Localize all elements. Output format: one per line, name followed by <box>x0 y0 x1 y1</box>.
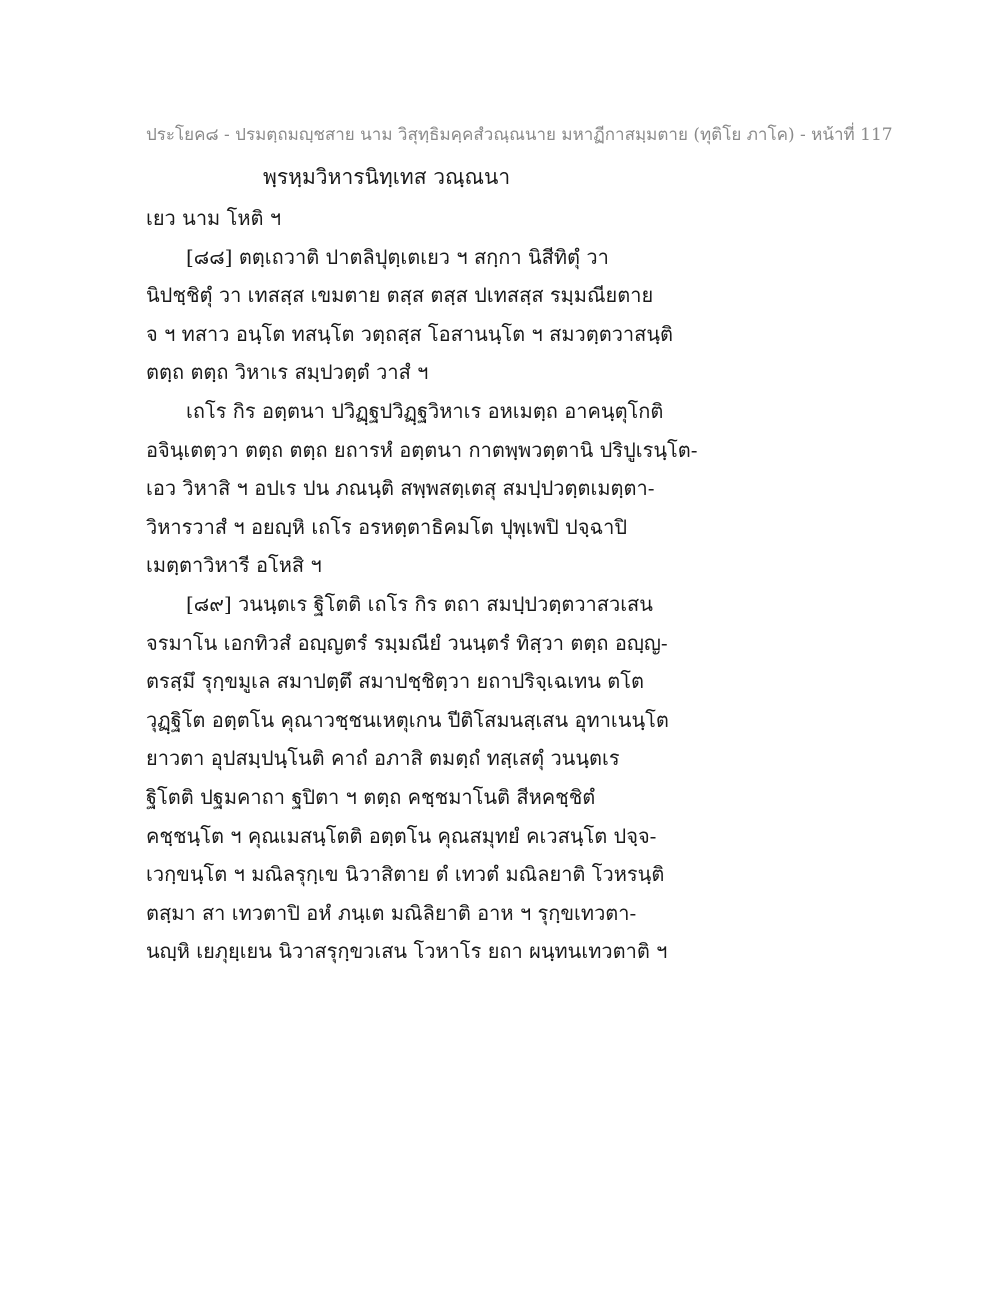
text-line: เถโร กิร อตฺตนา ปวิฏฺฐปวิฏฺฐวิหาเร อหเมตฺถ อาคนฺตุโกติ <box>186 398 664 423</box>
body-text <box>146 199 866 971</box>
text-line: ตตฺถ ตตฺถ วิหาเร สมฺปวตฺตํ วาสํ ฯ <box>146 360 429 385</box>
chapter-title: พฺรหฺมวิหารนิทฺเทส วณฺณนา <box>263 165 511 189</box>
running-header: ประโยค๘ - ปรมตฺถมญฺชสาย นาม วิสุทฺธิมคฺคสํวณฺณนาย มหาฏีกาสมฺมตาย (ทุติโย ภาโค) - หน้าที่ 117 <box>146 125 893 145</box>
text-line: นิปชฺชิตุํ วา เทสสฺส เขมตาย ตสฺส ตสฺส ปเทสสฺส รมฺมณียตาย <box>146 283 654 308</box>
text-line: จ ฯ ทสาว อนฺโต ทสนฺโต วตฺถสฺส โอสานนฺโต ฯ สมวตฺตวาสนฺติ <box>146 321 674 346</box>
text-line: เยว นาม โหติ ฯ <box>146 206 282 230</box>
text-line: ยาวตา อุปสมฺปนฺโนติ คาถํ อภาสิ ตมตฺถํ ทสฺเสตุํ วนนฺตเร <box>146 746 620 771</box>
text-line: อจินฺเตตฺวา ตตฺถ ตตฺถ ยถารหํ อตฺตนา กาตพฺพวตฺตานิ ปริปูเรนฺโต- <box>146 437 698 462</box>
text-line: [๘๘] ตตฺเถวาติ ปาตลิปุตฺเตเยว ฯ สกฺกา นิสีทิตุํ วา <box>186 244 609 269</box>
text-line: วุฏฺฐิโต อตฺตโน คุณาวชฺชนเหตุเกน ปีติโสมนสฺเสน อุทาเนนฺโต <box>146 707 669 732</box>
text-line: จรมาโน เอกทิวสํ อญฺญตรํ รมฺมณียํ วนนฺตรํ ทิสฺวา ตตฺถ อญฺญ- <box>146 630 668 655</box>
text-line: ตรสฺมึ รุกฺขมูเล สมาปตฺตึ สมาปชฺชิตฺวา ยถาปริจฺเฉเทน ตโต <box>146 669 644 694</box>
text-line: เมตฺตาวิหารี อโหสิ ฯ <box>146 553 322 578</box>
text-line: เอว วิหาสิ ฯ อปเร ปน ภณนฺติ สพฺพสตฺเตสุ สมปฺปวตฺตเมตฺตา- <box>146 476 655 501</box>
text-line: ตสฺมา สา เทวตาปิ อหํ ภนฺเต มณิลิยาติ อาห ฯ รุกฺขเทวตา- <box>146 900 637 925</box>
text-line: นญฺหิ เยภุยฺเยน นิวาสรุกฺขวเสน โวหาโร ยถา ผนฺทนเทวตาติ ฯ <box>146 939 668 964</box>
text-line: เวกฺขนฺโต ฯ มณิลรุกฺเข นิวาสิตาย ตํ เทวตํ มณิลยาติ โวหรนฺติ <box>146 862 665 887</box>
text-line: [๘๙] วนนฺตเร ฐิโตติ เถโร กิร ตถา สมปฺปวตฺตวาสวเสน <box>186 591 653 616</box>
text-line: วิหารวาสํ ฯ อยญฺหิ เถโร อรหตฺตาธิคมโต ปุพฺเพปิ ปจฺฉาปิ <box>146 514 628 539</box>
text-line: ฐิโตติ ปฐมคาถา ฐปิตา ฯ ตตฺถ คชฺชมาโนติ สีหคชฺชิตํ <box>146 784 596 809</box>
text-line: คชฺชนฺโต ฯ คุณเมสนฺโตติ อตฺตโน คุณสมุทยํ คเวสนฺโต ปจฺจ- <box>146 823 657 848</box>
